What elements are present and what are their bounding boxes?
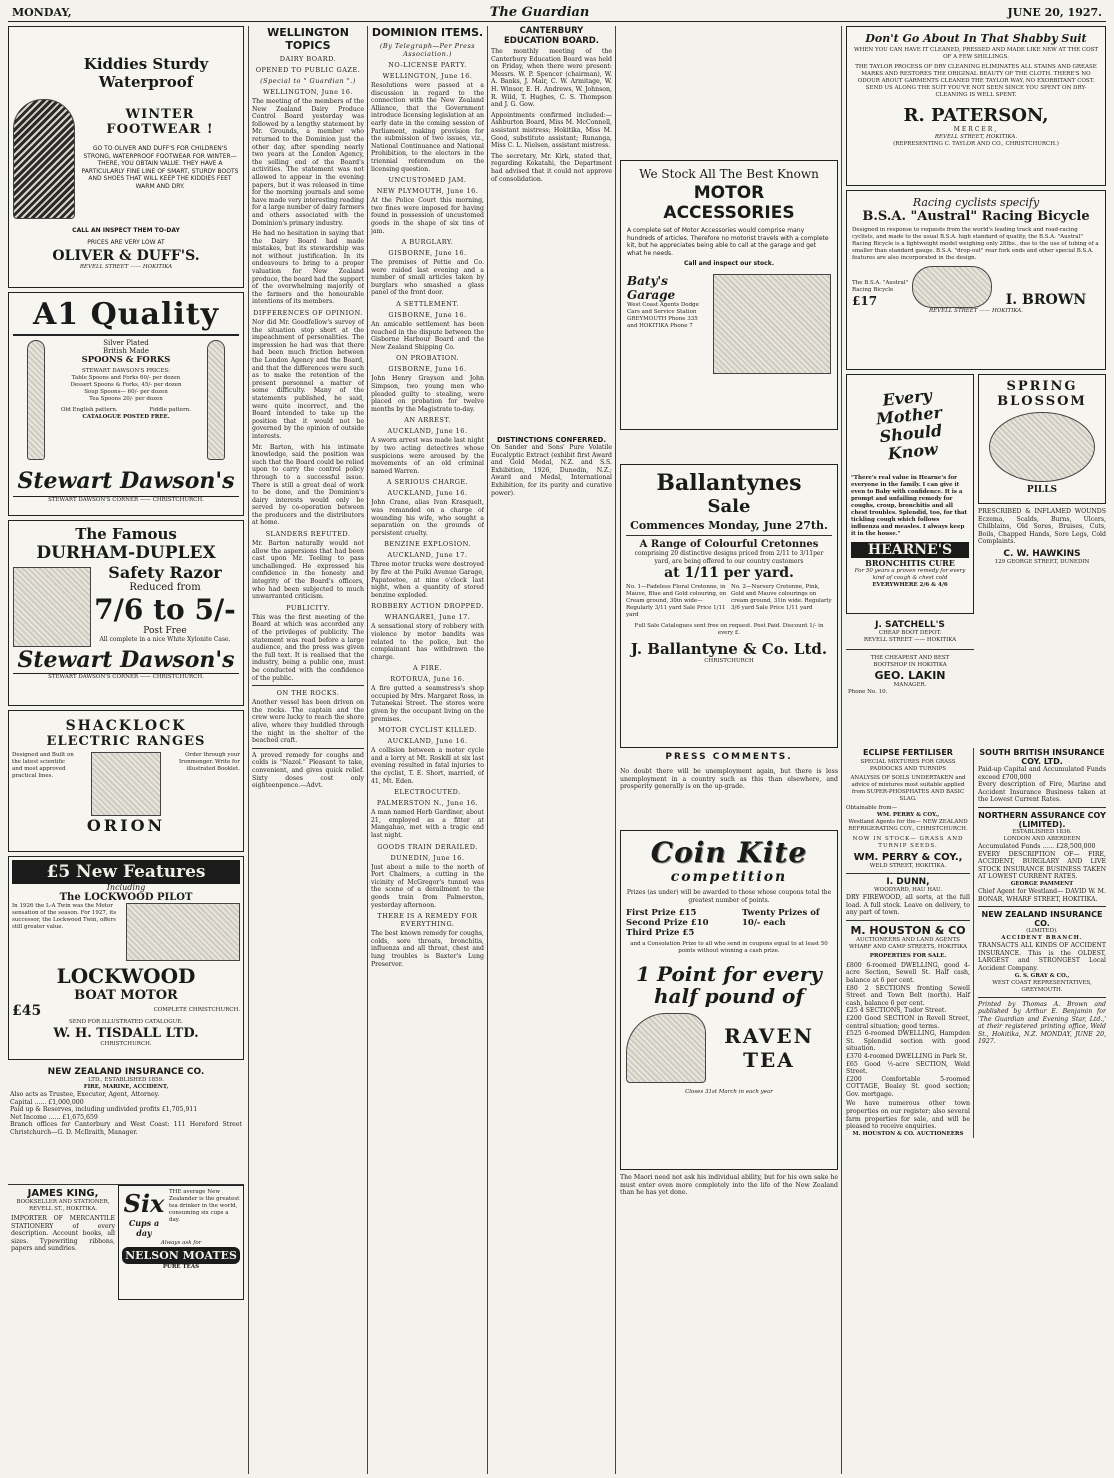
ad-name: C. W. HAWKINS (1003, 548, 1081, 559)
ad-houston (846, 924, 970, 1138)
divider (252, 685, 364, 686)
ad-catalogue: CATALOGUE POSTED FREE. (82, 414, 170, 420)
article-paragraph: Mr. Barton naturally would not allow the aspersions that had been cast upon Mr. Teeling to pass unchallenged. He expressed his confidence in the honesty and integrity of the Board's officers, who had been subjected to much unwarranted criticism. (252, 540, 364, 601)
listing: £370 4-roomed DWELLING in Park St. (846, 1052, 968, 1060)
ad-nz-insurance (8, 1064, 244, 1184)
item-body: A collision between a motor cycle and a lorry at Mt. Roskill at six last evening resulted in fatal injuries to the cyclist, T. E. Short, married, of 41, Mt. Eden. (371, 747, 484, 785)
article-subhead: DIFFERENCES OF OPINION. (253, 309, 363, 318)
ad-boat: LOCKWOOD (56, 963, 196, 988)
ad-foot: STEWART DAWSON'S CORNER —— CHRISTCHURCH. (13, 496, 239, 504)
ad-sub: PILLS (1026, 485, 1058, 495)
ad-city: CHRISTCHURCH (704, 658, 754, 664)
column-rule (248, 26, 249, 1474)
divider (846, 920, 970, 921)
ad-stock: NOW IN STOCK— GRASS AND TURNIP SEEDS. (852, 836, 964, 849)
press-head-left (491, 752, 612, 772)
ad-title: NORTHERN ASSURANCE COY (LIMITED). (978, 810, 1106, 829)
ad-point: 1 Point for every half pound of (636, 962, 822, 1008)
article-paragraph: This was the first meeting of the Board at which was accorded any of the privileges of publicity. The statement was read before a large audience, and the press was given the full text. It is realised that the industry, being a public one, must be conducted with the confidence of the public. (252, 613, 364, 682)
ad-capital: Paid-up Capital and Accumulated Funds exceed £700,000 (978, 766, 1106, 781)
ad-sale: Sale (707, 496, 751, 517)
ad-left: Designed and Built on the latest scientific and most approved practical lines. (12, 752, 74, 779)
ad-tag: Racing cyclists specify (912, 196, 1040, 209)
ad-trade: BOOKSELLER AND STATIONER, (16, 1199, 110, 1205)
ad-sub: A Range of Colourful Cretonnes (639, 539, 819, 550)
ad-third: Third Prize £5 (626, 928, 695, 938)
ad-sub: THE CHEAPEST AND BEST (870, 655, 950, 661)
ad-old-pattern: Old English pattern. (61, 407, 118, 413)
item-body: An amicable settlement has been reached in the dispute between the Gisborne Harbour Board and the New Zealand Shipping Co. (371, 321, 484, 351)
ad-subtitle: WINTER FOOTWEAR ! (106, 107, 214, 137)
ad-south-british (978, 748, 1106, 804)
item-head: ELECTROCUTED. (394, 788, 461, 797)
ad-title: B.S.A. "Austral" Racing Bicycle (862, 209, 1090, 224)
item-head: ON PROBATION. (396, 354, 459, 363)
ad-title: Coin Kite (650, 836, 808, 869)
ad-line: Reduced from (129, 582, 201, 593)
ad-brand: NELSON MOATES (122, 1247, 240, 1264)
article-credit: (Special to " Guardian ".) (260, 77, 356, 85)
item-head: THERE IS A REMEDY FOR EVERYTHING. (377, 912, 478, 929)
column-4-lower (491, 436, 612, 1476)
ad-body: ANALYSIS OF SOILS UNDERTAKEN and advice of mixtures most suitable applied from SUPER-PHOSPHATES AND BASIC SLAG. (850, 775, 966, 802)
column-2 (252, 26, 364, 1474)
listing: £200 Comfortable 5-roomed COTTAGE, Bealey St. good section; Gov. mortgage. (846, 1075, 970, 1098)
ad-prizes: Prizes (as under) will be awarded to those whose coupons total the greatest number of points. (626, 889, 832, 904)
item-head: UNCUSTOMED JAM. (388, 176, 467, 185)
item-body: Just about a mile to the north of Port Chalmers, a cutting in the vicinity of McGregor's tunnel was the scene of a derailment to the goods train from Palmerston, yesterday afternoon. (371, 863, 484, 909)
range-illustration (91, 752, 161, 816)
imprint: Printed by Thomas A. Brown and published by Arthur E. Benjamin for 'The Guardian and Evening Star, Ltd.,' at their registered printing office, Weld St., Hokitika, N.Z. MONDAY, JUNE 20, 1927. (978, 1000, 1106, 1046)
ad-agent: GEORGE PAMMENT (1010, 880, 1074, 887)
ad-body: THE TAYLOR PROCESS OF DRY CLEANING ELIMINATES ALL STAINS AND GREASE MARKS AND RESTORES THE ORIGINAL BEAUTY OF THE CLOTH. THERE'S NO ODOUR ABOUT GARMENTS CLEANED THE TAYLOR WAY, NO EXORBITANT COST. SEND US ALONG THE SUIT YOU'VE NOT SEEN SINCE YOU SPENT ON DRY-CLEANING IS WELL SPENT. (855, 64, 1097, 98)
ad-call: CALL AN INSPECT THEM TO-DAY (72, 227, 180, 234)
ad-line: Silver Plated (103, 339, 149, 347)
ad-chief: Chief Agent for Westland— DAVID W. M. BONAR, WHARF STREET, HOKITIKA. (978, 887, 1106, 903)
ad-nz-insurance-accident (978, 910, 1106, 993)
ad-james-king (8, 1185, 118, 1300)
ad-first: First Prize £15 (626, 908, 697, 918)
ad-sub: BOOTSHOP IN HOKITIKA (873, 662, 947, 668)
ad-title: Kiddies Sturdy Waterproof (83, 55, 209, 91)
ad-addr: REVELL ST., HOKITIKA. (28, 1206, 98, 1212)
listing: £800 6-roomed DWELLING, good 4-acre Section, Sewell St. Half cash, balance at 6 per cent. (846, 961, 970, 984)
ad-city: LONDON AND ABERDEEN (1003, 835, 1081, 842)
ad-script: Every Mother Should Know (875, 385, 944, 464)
ad-firm: W. H. TISDALL LTD. (53, 1025, 199, 1041)
ad-durham-duplex (8, 520, 244, 706)
ad-motor: BOAT MOTOR (74, 987, 178, 1003)
ad-rep: (REPRESENTING C. TAYLOR AND CO., CHRISTCHURCH.) (893, 140, 1059, 147)
item-dateline: WELLINGTON, June 16. (382, 72, 473, 80)
item-head: A FIRE. (412, 664, 443, 673)
ad-body: comprising 20 distinctive designs priced from 2/11 to 3/11per yard, are being offered to our country customers (634, 550, 824, 565)
ad-consolation: and a Consolation Prize to all who send in coupons equal to at least 50 points without winning a cash prize. (630, 941, 828, 954)
item-body: A man named Herb Gardiner, about 21, employed as a fitter at Mangahao, met with a tragic end last night. (371, 809, 484, 839)
ad-firm2: WM. PERRY & COY., (853, 852, 963, 863)
ad-foot: STEWART DAWSON'S CORNER —— CHRISTCHURCH. (13, 673, 239, 681)
section-title: PRESS COMMENTS. (665, 752, 793, 762)
ad-brand: HEARNE'S (851, 542, 969, 558)
ad-line: British Made (102, 346, 150, 355)
ad-line: We Stock All The Best Known (639, 167, 819, 181)
ad-date: Commences Monday, June 27th. (630, 519, 828, 532)
ad-item: No. 1—Fadeless Floral Cretonne, in Mauve, Blue and Gold colouring, on Cream ground, 30in wide—Regularly 3/11 yard Sale Price 1/11 yard (626, 584, 727, 618)
ad-title: Don't Go About In That Shabby Suit (865, 32, 1087, 45)
ad-fiddle-pattern: Fiddle pattern. (149, 407, 191, 413)
article-paragraph: Another vessel has been driven on the rocks. The captain and the crew were lucky to reach the shore alive, where they huddled through the night in the shelter of the beached craft. (252, 699, 364, 745)
article-dateline: WELLINGTON, June 16. (263, 88, 353, 96)
article-paragraph: Mr. Barton, with his intimate knowledge, said the position was such that the Board could be relied upon to carry the control policy through to a successful issue. There is still a great deal of work to be done, and the Dominion's dairy interests would only be served by co-operation between the producers and the distributors at home. (252, 443, 364, 527)
ad-line: The Famous (75, 525, 177, 543)
divider (978, 997, 1106, 998)
ad-title: SOUTH BRITISH INSURANCE COY. LTD. (979, 748, 1105, 766)
article-paragraph: The meeting of the members of the New Zealand Dairy Produce Control Board yesterday was followed by a lengthy statement by Mr. Grounds, a member who returned to the Dominion just the other day, after spending nearly two years at the London Agency, the selling end of the Board's activities. The statement was not allowed to appear in the evening papers, but it was released in time for the morning journals and some have made very interesting reading for a large number of dairy farmers and others associated with the Dominion's primary industry. (252, 98, 364, 227)
ad-dunn (846, 877, 970, 917)
item-body: A sensational story of robbery with violence by motor bandits was related to the police, but the complainant has withdrawn the charge. (371, 623, 484, 661)
ad-title: M. HOUSTON & CO (850, 923, 966, 937)
ad-body: TRANSACTS ALL KINDS OF ACCIDENT INSURANCE. This is the OLDEST, LARGEST and STRONGEST Local Accident Company. (978, 942, 1106, 972)
item-body: Resolutions were passed at a discussion in regard to the connection with the New Zealand Alliance, that the Government introduce licensing legislation at an early date in the coming session of Parliament, making provision for the submission of two issues, viz., National Continuance and National Prohibition, to the electors in the triennial referendum on the licensing question. (371, 82, 484, 173)
ad-six: Six (123, 1189, 165, 1218)
ad-cta: Call and inspect our stock. (684, 260, 774, 267)
column-3 (371, 26, 484, 1474)
item-head: ROBBERY ACTION DROPPED. (371, 602, 484, 611)
raven-illustration (626, 1013, 706, 1083)
ad-shacklock-ranges (8, 710, 244, 852)
ad-price: £17 (852, 294, 878, 308)
ad-pilot: The LOCKWOOD PILOT (59, 891, 193, 903)
item-dateline: PALMERSTON N., June 16. (376, 799, 479, 808)
ad-body: Every description of Fire, Marine and Accident Insurance Business taken at the Lowest Current Rates. (978, 781, 1106, 804)
item-head: GOODS TRAIN DERAILED. (377, 842, 478, 851)
item-dateline: NEW PLYMOUTH, June 16. (376, 187, 479, 196)
article-paragraph: No doubt there will be unemployment again, but there is less unemployment in a country such as this than elsewhere, and prosperity generally is on the up-grade. (620, 768, 838, 791)
item-dateline: ROTORUA, June 16. (390, 675, 465, 684)
ad-lines: FIRE, MARINE, ACCIDENT, (83, 1084, 169, 1090)
ad-firm: I. BROWN (1005, 292, 1087, 308)
ad-cure: BRONCHITIS CURE (865, 558, 955, 568)
ad-send: SEND FOR ILLUSTRATED CATALOGUE. (68, 1018, 184, 1025)
article-title: WELLINGTON TOPICS (267, 26, 349, 52)
ad-line: Soup Spoons— 60/- per dozen (84, 389, 168, 395)
article-paragraph: The Maori need not ask his individual ability, but for his own sake he must enter even more completely into the life of the New Zealand than he has yet done. (620, 1174, 838, 1197)
ad-firm: R. PATERSON, (903, 105, 1049, 126)
ad-ballantynes-sale (620, 464, 838, 748)
ad-firm: G. S. GRAY & CO., (1014, 972, 1070, 979)
column-4-bottom (620, 1174, 838, 1474)
ad-body: EVERY DESCRIPTION OF— FIRE, ACCIDENT, BURGLARY AND LIVE STOCK INSURANCE BUSINESS TAKEN AT LOWEST CURRENT RATES. (978, 850, 1106, 881)
ad-agents: Westland Agents for the— NEW ZEALAND REFRIGERATING COY., CHRISTCHURCH. (848, 819, 968, 832)
item-body: John Henry Grayson and John Simpson, two young men who pleaded guilty to stealing, were placed on probation for twelve months by the Magistrate to-day. (371, 375, 484, 413)
ad-cups: Cups a day (128, 1218, 160, 1238)
item-body: The best known remedy for coughs, colds, sore throats, bronchitis, influenza and all throat, chest and lung troubles is Baxter's Lung Preserver. (371, 930, 484, 968)
fork-illustration (207, 340, 225, 460)
ad-name: GEO. LAKIN (874, 669, 946, 682)
car-and-lady-illustration (713, 274, 831, 374)
ad-income: Net Income ...... £1,675,659 (10, 1113, 98, 1121)
ad-line: SPOONS & FORKS (81, 355, 171, 365)
ad-body: In 1926 the L-A Twin was the Motor sensation of the season. For 1927, its successor, the Lockwood Twin, offers still greater value. (12, 902, 117, 930)
ad-sub: AUCTIONEERS AND LAND AGENTS (856, 936, 960, 943)
ad-agent: Branch offices for Canterbury and West Coast: 111 Hereford Street Christchurch—G. D. McIlraith, Manager. (10, 1121, 242, 1136)
ad-addr: WELD STREET, HOKITIKA. (869, 863, 947, 869)
ad-always: Always ask for (160, 1240, 202, 1246)
column-rule (367, 26, 368, 1474)
item-head: AN ARREST. (404, 416, 451, 425)
ad-firm: M. HOUSTON & CO. AUCTIONEERS (852, 1130, 964, 1137)
masthead-date: JUNE 20, 1927. (1007, 6, 1102, 19)
item-dateline: WHANGAREI, June 17. (384, 613, 471, 622)
ad-brand: Stewart Dawson's (17, 647, 235, 673)
article-title: CANTERBURY EDUCATION BOARD. (503, 26, 600, 46)
ad-firm: WM. PERRY & COY., (876, 812, 940, 818)
item-head: NO-LICENSE PARTY. (388, 61, 467, 69)
ad-title: Ballantynes (656, 470, 802, 496)
ad-foot: Full Sale Catalogues sent free on request. Post Paid. Discount 1/- in every £. (634, 623, 824, 636)
bicycle-illustration (912, 266, 992, 308)
ad-title: NEW ZEALAND INSURANCE CO. (981, 910, 1103, 929)
masthead (8, 4, 1106, 22)
ad-addr: West Coast Agents Dodge Cars and Service Station GREYMOUTH Phone 335 and HOKITIKA Phone 7 (627, 301, 699, 329)
ad-sub: CHEAP BOOT DEPOT. (878, 630, 942, 636)
article-subhead: SLANDERS REFUTED. (265, 530, 351, 539)
article-paragraph: The secretary, Mr. Kirk, stated that, regarding Kokatahi, the Department had advised that it could not approve of consolidation. (491, 152, 612, 183)
item-body: John Crane, alias Ivan Krasquelt, was remanded on a charge of wounding his wife, who sought a separation on the grounds of persistent cruelty. (371, 499, 484, 537)
ad-ltd: (LIMITED). (1026, 928, 1058, 935)
ad-mgr: MANAGER. (893, 682, 927, 688)
ad-a1-quality (8, 292, 244, 516)
item-dateline: AUCKLAND, June 16. (387, 489, 468, 498)
ad-body: DRY FIREWOOD, all sorts, at the full load. A full stock. Leave on delivery, to any part of town. (846, 894, 970, 917)
ad-est: LTD., ESTABLISHED 1859. (88, 1077, 164, 1083)
ad-addr: WOODYARD, HAU HAU. (874, 887, 942, 893)
ad-satchell (846, 618, 974, 646)
ad-nelson-moates (118, 1185, 244, 1300)
column-1 (8, 26, 244, 1474)
column-rule (487, 26, 488, 1474)
ad-trade: MERCER, (953, 126, 999, 133)
ad-funds: Accumulated Funds ...... £28,500,000 (978, 842, 1096, 850)
column-rule (615, 26, 616, 1474)
item-dateline: GISBORNE, June 16. (388, 365, 467, 374)
ad-twenty: Twenty Prizes of 10/- each (742, 908, 820, 928)
ad-hearnes-cure (846, 374, 974, 614)
divider (846, 649, 974, 650)
ad-eclipse-fertiliser (846, 748, 970, 870)
ad-sub: SPECIAL MIXTURES FOR GRASS PADDOCKS AND TURNIPS (860, 759, 956, 772)
ad-incl: Including (106, 883, 146, 892)
article-paragraph: Appointments confirmed included:—Ashburton Board, Miss M. McConnell, assistant mistress; Hokitika, Miss M. Good, substitute assistant; Runanga, Miss C. L. Nielsen, assistant mistress. (491, 111, 612, 150)
ad-body: "There's real value in Hearne's for everyone in the family. I can give it even to Baby with confidence. It is a prompt and unfailing remedy for coughs, croup, bronchitis and all chest troubles. Splendid, too, for that tickling cough which follows influenza and measles. I always keep it in the house." (851, 475, 968, 537)
item-dateline: GISBORNE, June 16. (388, 311, 467, 320)
listing: £25 4 SECTIONS, Tudor Street. (846, 1007, 947, 1015)
ad-prices: PRICES ARE VERY LOW AT (87, 238, 165, 246)
masthead-title: The Guardian (489, 5, 590, 20)
ad-brand: Stewart Dawson's (17, 468, 235, 494)
ad-lockwood-motor (8, 856, 244, 1060)
ad-raven: RAVEN TEA (724, 1024, 814, 1072)
ad-right: Order through your Ironmonger. Write for illustrated Booklet. (178, 752, 240, 772)
listing: £80 2 SECTIONS fronting Sewell Street and Town Belt (north). Half cash, balance 6 per cent. (846, 984, 970, 1007)
column-rule (841, 26, 842, 1474)
ad-raven-tea-competition (620, 830, 838, 1170)
ad-capital: Capital ...... £1,000,000 (10, 1098, 84, 1106)
ad-text: THE average New Zealander is the greatest tea drinker in the world, consuming six cups a day. (169, 1189, 240, 1223)
ad-northern-assurance (978, 811, 1106, 903)
article-subhead: DISTINCTIONS CONFERRED. (496, 436, 607, 444)
ad-line: Tea Spoons 20/- per dozen (89, 396, 163, 402)
ad-line: Dessert Spoons & Forks, 45/- per dozen (70, 382, 182, 388)
ad-price: EVERYWHERE 2/6 & 4/6 (872, 582, 948, 588)
listing: £200 Good SECTION in Revell Street, central situation; good terms. (846, 1014, 970, 1030)
ad-banner: £5 New Features (12, 860, 240, 884)
ad-firm: Baty's Garage (627, 273, 676, 302)
ad-top: SPRING BLOSSOM (997, 379, 1087, 409)
ad-line: STEWART DAWSON'S PRICES: (81, 368, 171, 374)
ad-sub2: WHARF AND CAMP STREETS, HOKITIKA (849, 943, 967, 950)
item-dateline: GISBORNE, June 16. (388, 249, 467, 258)
ad-body: Designed in response to requests from the world's leading track and road-racing cyclists, and made to the usual B.S.A. high standard of quality, the B.S.A. "Austral" Racing Bicycle is a lightweight model weighing only 28lbs., due to the use of tubing of a smaller than standard gauge. B.S.A. "drop-out" rear fork ends and other special B.S.A. features are also incorporated in the design. (852, 227, 1099, 261)
item-body: At the Police Court this morning, two fines were imposed for having found in possession of uncustomed goods in the shape of six tins of jam. (371, 197, 484, 235)
ad-kiddies-footwear (8, 26, 244, 288)
ad-body: Also acts as Trustee, Executor, Agent, Attorney. (10, 1091, 160, 1098)
divider (978, 906, 1106, 907)
ad-est: ESTABLISHED 1836. (1012, 828, 1072, 835)
divider (846, 873, 970, 874)
ad-title: ECLIPSE FERTILISER (863, 748, 953, 757)
ad-complete: COMPLETE CHRISTCHURCH. (153, 1007, 240, 1013)
item-dateline: AUCKLAND, June 16. (387, 427, 468, 436)
ad-bottom: ORION (86, 816, 166, 835)
ad-pure: PURE TEAS (162, 1264, 200, 1270)
divider (252, 748, 364, 749)
ad-prop: PROPERTIES FOR SALE. (869, 952, 947, 959)
ad-bsa-bicycle (846, 190, 1106, 370)
item-body: Three motor trucks were destroyed by fire at the Puiki Avenue Garage, Papatoetoe, at nine o'clock last night, when a quantity of stored benzine exploded. (371, 561, 484, 599)
child-umbrella-illustration (13, 99, 75, 219)
ad-lakin (846, 653, 974, 698)
ad-body: GO TO OLIVER AND DUFF'S FOR CHILDREN'S STRONG, WATERPROOF FOOTWEAR FOR WINTER—THERE, YOU OBTAIN VALUE. THEY HAVE A PARTICULARLY FINE LINE OF SMART, STURDY BOOTS AND SHOES THAT WILL KEEP THE KIDDIES FEET WARM AND DRY. (81, 145, 239, 190)
item-dateline: AUCKLAND, June 16. (387, 737, 468, 746)
item-dateline: AUCKLAND, June 17. (387, 551, 468, 560)
ad-second: Second Prize £10 (626, 918, 709, 928)
ad-comp: competition (670, 869, 788, 885)
ad-line: DURHAM-DUPLEX (36, 543, 216, 563)
ad-caption: The B.S.A. "Austral" Racing Bicycle (852, 280, 909, 293)
ad-post: Post Free (143, 626, 187, 636)
blossom-illustration (989, 412, 1095, 482)
listing: £65 Good ½-acre SECTION, Weld Street. (846, 1060, 970, 1076)
ad-mid: ELECTRIC RANGES (46, 734, 206, 749)
ad-body: IMPORTER OF MERCANTILE STATIONERY of every description. Account books, all sizes. Typewriting ribbons, papers and sundries. (11, 1215, 115, 1253)
ad-item: No. 2—Nursery Cretonne, Pink, Gold and Mauve colourings on cream ground, 31in wide. Regularly 3/6 yard Sale Price 1/11 yard (731, 584, 832, 611)
ad-title: MOTOR ACCESSORIES (663, 183, 795, 223)
ad-name: JAMES KING, (27, 1188, 99, 1199)
ad-complete: All complete in a nice White Xylonite Case. (99, 636, 231, 643)
ad-name: I. DUNN, (886, 877, 930, 887)
ad-price: at 1/11 per yard. (664, 565, 794, 581)
ad-top: SHACKLOCK (65, 718, 187, 734)
divider (978, 807, 1106, 808)
item-body: A sworn arrest was made last night by two acting detectives whose suspicions were aroused by the movements of an old criminal named Warren. (371, 437, 484, 475)
ad-address: REVELL STREET —— HOKITIKA (79, 264, 173, 270)
ad-price: £45 (12, 1002, 42, 1019)
ad-title: A1 Quality (13, 297, 239, 336)
ad-sub: WHEN YOU CAN HAVE IT CLEANED, PRESSED AND MADE LIKE NEW AT THE COST OF A FEW SHILLINGS. (853, 47, 1099, 60)
ad-title: J. SATCHELL'S (875, 620, 945, 630)
ad-spring-blossom (978, 374, 1106, 504)
ad-foot: We have numerous other town properties on our register; also several farm properties for sale, and will be pleased to receive enquiries. (846, 1100, 970, 1131)
ad-paid: Paid up & Reserves, including undivided profits £1,705,911 (10, 1106, 198, 1114)
divider (626, 535, 832, 536)
ad-shabby-suit (846, 26, 1106, 186)
item-head: A BURGLARY. (401, 238, 454, 247)
article-paragraph: On Sander and Sons' Pure Volatile Eucalyptic Extract (exhibit first Award and Gold Medal, N.Z. and S.S. Exhibition, 1926, Dunedin, N.Z.; Award and Medal, International Exhibition, for its purity and curative power). (491, 444, 612, 497)
article-subhead: DAIRY BOARD. (279, 55, 337, 63)
item-head: MOTOR CYCLIST KILLED. (378, 726, 477, 735)
razor-illustration (13, 567, 91, 647)
ad-firm: J. Ballantyne & Co. Ltd. (630, 640, 828, 658)
article-paragraph: The monthly meeting of the Canterbury Education Board was held on Friday, when there were present: Messrs. W. P. Spencer (chairman), W. A. Banks, J. Mair, C. W. Armitage, W. H. Winsor, E. H. Andrews, W. Johnson, R. Wild, T. Hughes, C. S. Thompson and J. G. Gow. (491, 48, 612, 109)
ad-price: 7/6 to 5/- (94, 593, 236, 626)
ad-closes: Closes 31st March in each year (685, 1089, 773, 1095)
item-body: A fire gutted a seamstress's shop occupied by Mrs. Margaret Ross, in Tutanekai Street. The stores were given by the occupant living on the premises. (371, 685, 484, 723)
spoon-illustration (27, 340, 45, 460)
ad-phone: Phone No. 10. (848, 689, 888, 695)
column-5 (846, 26, 1106, 1474)
article-paragraph: Nor did Mr. Goodfellow's survey of the situation stop short at the impeachment of personalities. The impression he had was that there had been much friction between the London Agency and the Board, and that the differences were such as to make the retention of the present personnel a matter of some difficulty. Many of the statements published, he said, were quite incorrect, and the Board intended to take up the position that it would not be governed by the opinion of outside interests. (252, 319, 364, 440)
ad-body: PRESCRIBED & INFLAMED WOUNDS Eczema, Scalds, Burns, Ulcers, Chilblains, Old Sores, Bruises, Cuts, Boils, Chapped Hands, Sore Legs, Cold Complaints. (978, 508, 1106, 546)
ad-addr: REVELL STREET, HOKITIKA. (934, 133, 1018, 140)
ad-addr: REVELL STREET —— HOKITIKA. (928, 308, 1023, 314)
article-subhead: OPENED TO PUBLIC GAZE. (255, 66, 361, 74)
ad-branch: ACCIDENT BRANCH. (1001, 935, 1083, 942)
article-title: DOMINION ITEMS. (371, 26, 484, 39)
motor-illustration (126, 903, 240, 961)
ad-reps: WEST COAST REPRESENTATIVES, GREYMOUTH. (992, 979, 1092, 993)
item-dateline: DUNEDIN, June 16. (390, 853, 465, 862)
ad-city: CHRISTCHURCH. (100, 1040, 152, 1047)
masthead-day: MONDAY, (12, 6, 72, 19)
ad-firm: OLIVER & DUFF'S. (52, 248, 200, 264)
ad-body: A complete set of Motor Accessories would comprise many hundreds of articles. Therefore no motorist travels with a complete kit, but he appreciates being able to call at the garage and get what he needs. (627, 227, 829, 257)
ad-addr: REVELL STREET —— HOKITIKA (863, 637, 957, 643)
item-head: A SETTLEMENT. (396, 300, 459, 309)
ad-title: NEW ZEALAND INSURANCE CO. (47, 1067, 205, 1077)
article-subhead: ON THE ROCKS. (276, 689, 340, 698)
item-head: A SERIOUS CHARGE. (386, 478, 469, 487)
ad-addr: 129 GEORGE STREET, DUNEDIN (994, 558, 1090, 565)
article-credit: (By Telegraph—Per Press Association.) (379, 42, 476, 58)
item-body: The premises of Pettie and Co. were raided last evening and a number of small articles taken by burglars who smashed a glass panel of the front door. (371, 259, 484, 297)
article-paragraph: He had no hesitation in saying that the Dairy Board had made mistakes, but its stewardship was not without justification. In its endeavours to bring to a proper valuation for New Zealand produce, the board had the support of the overwhelming majority of the farmers and the honourable intentions of its members. (252, 230, 364, 306)
ad-tag: For 50 years a proven remedy for every kind of cough & chest cold (854, 568, 966, 581)
ad-line: Table Spoons and Forks 60/- per dozen (71, 375, 181, 381)
ad-motor-accessories (620, 160, 838, 430)
ad-obtain: Obtainable from— (846, 805, 898, 811)
article-paragraph: A proved remedy for coughs and colds is "Nazol." Pleasant to take, convenient, and gives quick relief. Sixty doses cost only eighteenpence.—Advt. (252, 751, 364, 790)
item-head: BENZINE EXPLOSION. (384, 540, 471, 549)
listing: £525 6-roomed DWELLING, Hampden St. Splendid section with good situation. (846, 1030, 970, 1053)
article-subhead: PUBLICITY. (286, 603, 330, 612)
press-comments-text (620, 768, 838, 828)
ad-line: Safety Razor (108, 563, 222, 582)
